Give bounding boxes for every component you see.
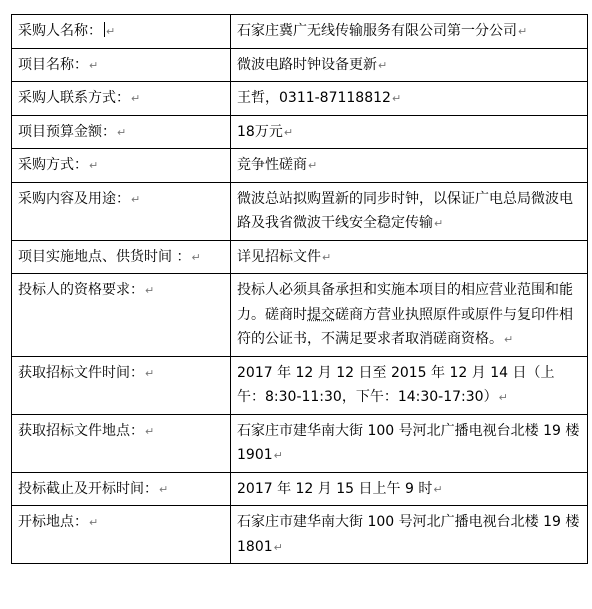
table-row bbox=[12, 472, 588, 506]
underlined-word: 提交 bbox=[307, 306, 335, 323]
paragraph-mark-icon: ↵ bbox=[89, 516, 99, 529]
cell-value: 详见招标文件 bbox=[237, 248, 321, 265]
paragraph-mark-icon: ↵ bbox=[283, 125, 294, 139]
paragraph-mark-icon: ↵ bbox=[159, 482, 169, 496]
cell-label: 获取招标文件地点： bbox=[18, 422, 144, 439]
paragraph-mark-icon: ↵ bbox=[273, 449, 283, 462]
value-cell bbox=[231, 82, 588, 116]
cell-value: 2017 年 12 月 15 日上午 9 时 bbox=[237, 480, 433, 497]
cell-label: 开标地点： bbox=[18, 514, 88, 530]
cell-value: 石家庄市建华南大街 100 号河北广播电视台北楼 19 楼 1901 bbox=[237, 422, 580, 463]
table-row bbox=[12, 82, 588, 116]
label-cell bbox=[12, 115, 231, 149]
value-cell bbox=[231, 506, 588, 564]
paragraph-mark-icon: ↵ bbox=[89, 159, 99, 172]
paragraph-mark-icon: ↵ bbox=[391, 92, 402, 105]
value-cell bbox=[231, 274, 588, 357]
value-cell bbox=[231, 356, 588, 414]
paragraph-mark-icon: ↵ bbox=[433, 482, 443, 496]
table-row bbox=[12, 274, 588, 357]
paragraph-mark-icon: ↵ bbox=[131, 92, 141, 105]
paragraph-mark-icon: ↵ bbox=[145, 284, 155, 297]
cell-label: 采购方式： bbox=[18, 157, 88, 173]
cell-value: 微波总站拟购置新的同步时钟，以保证广电总局微波电路及我省微波干线安全稳定传输 bbox=[237, 190, 573, 231]
table-row bbox=[12, 414, 588, 472]
cell-value: 石家庄市建华南大街 100 号河北广播电视台北楼 19 楼 1801 bbox=[237, 514, 580, 555]
label-cell bbox=[12, 15, 231, 49]
cell-value: 石家庄冀广无线传输服务有限公司第一分公司 bbox=[237, 23, 517, 39]
cell-value: 王哲，0311-87118812 bbox=[237, 90, 391, 106]
cell-label: 采购内容及用途： bbox=[18, 190, 130, 207]
value-cell bbox=[231, 472, 588, 506]
cell-label: 采购人联系方式： bbox=[18, 90, 130, 106]
table-row bbox=[12, 506, 588, 564]
cell-label: 项目名称： bbox=[18, 56, 88, 73]
label-cell bbox=[12, 506, 231, 564]
label-cell bbox=[12, 48, 231, 82]
cell-label: 投标截止及开标时间： bbox=[18, 480, 158, 497]
table-row bbox=[12, 15, 588, 49]
table-row bbox=[12, 149, 588, 183]
cell-value: 18万元 bbox=[237, 123, 283, 140]
paragraph-mark-icon: ↵ bbox=[308, 159, 318, 172]
cell-label: 项目预算金额： bbox=[18, 123, 116, 140]
value-cell bbox=[231, 182, 588, 240]
label-cell bbox=[12, 274, 231, 357]
label-cell bbox=[12, 472, 231, 506]
cell-value: 投标人必须具备承担和实施本项目的相应营业范围和能力。磋商时 bbox=[237, 282, 573, 323]
paragraph-mark-icon: ↵ bbox=[498, 391, 508, 404]
cell-value: 竞争性磋商 bbox=[237, 157, 307, 173]
paragraph-mark-icon: ↵ bbox=[145, 366, 155, 380]
paragraph-mark-icon: ↵ bbox=[504, 333, 514, 346]
label-cell bbox=[12, 356, 231, 414]
value-cell bbox=[231, 48, 588, 82]
label-cell bbox=[12, 182, 231, 240]
cell-label: 采购人名称： bbox=[18, 23, 102, 39]
cell-value: 微波电路时钟设备更新 bbox=[237, 56, 377, 73]
label-cell bbox=[12, 82, 231, 116]
procurement-info-table bbox=[11, 14, 588, 564]
table-row bbox=[12, 240, 588, 274]
value-cell bbox=[231, 240, 588, 274]
paragraph-mark-icon: ↵ bbox=[117, 125, 127, 139]
value-cell bbox=[231, 15, 588, 49]
value-cell bbox=[231, 149, 588, 183]
cell-label: 获取招标文件时间： bbox=[18, 364, 144, 381]
paragraph-mark-icon: ↵ bbox=[434, 217, 444, 230]
table-row bbox=[12, 115, 588, 149]
label-cell bbox=[12, 240, 231, 274]
table-row bbox=[12, 182, 588, 240]
paragraph-mark-icon: ↵ bbox=[131, 192, 141, 206]
paragraph-mark-icon: ↵ bbox=[518, 25, 528, 38]
cell-label: 投标人的资格要求： bbox=[18, 282, 144, 298]
paragraph-mark-icon: ↵ bbox=[145, 424, 155, 438]
paragraph-mark-icon: ↵ bbox=[322, 250, 332, 264]
table-row bbox=[12, 48, 588, 82]
paragraph-mark-icon: ↵ bbox=[273, 540, 283, 554]
text-cursor bbox=[104, 22, 105, 37]
table-row bbox=[12, 356, 588, 414]
cell-value-continued: 磋商方营业执照原件或原件与复印件相符的公证书，不满足要求者取消磋商资格。 bbox=[237, 306, 573, 347]
cell-label: 项目实施地点、供货时间 ： bbox=[18, 248, 191, 265]
value-cell bbox=[231, 414, 588, 472]
value-cell bbox=[231, 115, 588, 149]
cell-value: 2017 年 12 月 12 日至 2015 年 12 月 14 日（上午：8:30-11:30，下午：14:30-17:30） bbox=[237, 364, 555, 405]
paragraph-mark-icon: ↵ bbox=[106, 25, 116, 38]
label-cell bbox=[12, 149, 231, 183]
paragraph-mark-icon: ↵ bbox=[378, 58, 388, 72]
paragraph-mark-icon: ↵ bbox=[191, 250, 201, 264]
paragraph-mark-icon: ↵ bbox=[89, 58, 99, 72]
label-cell bbox=[12, 414, 231, 472]
